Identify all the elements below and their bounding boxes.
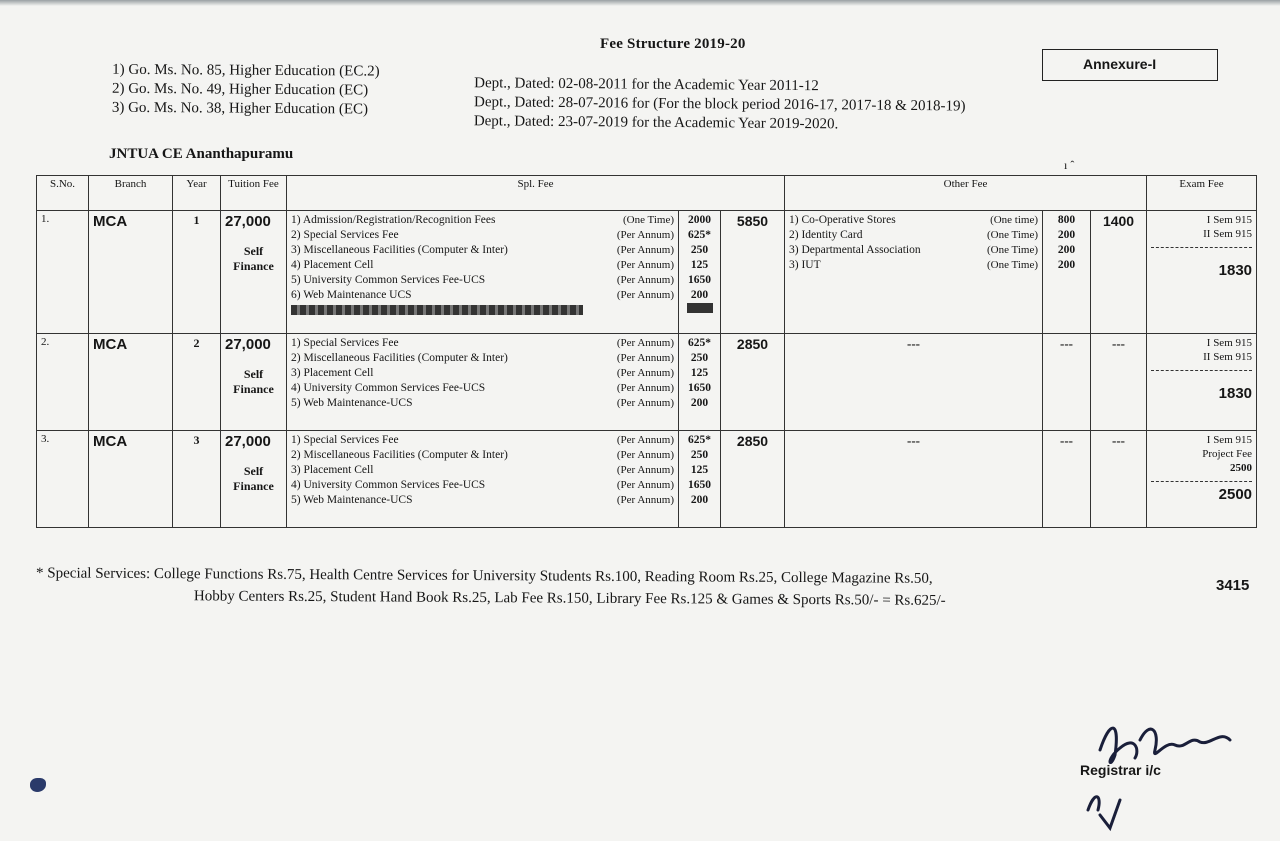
exam-fee-cell: I Sem 915 II Sem 915 1830 xyxy=(1147,334,1257,431)
row-sno: 3. xyxy=(37,431,89,528)
other-item: 3) Departmental Association (One Time) xyxy=(789,244,1039,256)
spl-fee-amounts: 625* 250 125 1650 200 xyxy=(679,431,721,528)
redacted-amount xyxy=(683,303,716,318)
spl-item: 2) Miscellaneous Facilities (Computer & Inter) (Per Annum) xyxy=(291,449,674,461)
other-fee-items xyxy=(785,211,1043,334)
footnote-line-2: Hobby Centers Rs.25, Student Hand Book Rs.25, Lab Fee Rs.150, Library Fee Rs.125 & Games & Sports Rs.50/- = Rs.625/- xyxy=(193,588,946,609)
table-header-row xyxy=(37,176,1257,211)
other-fee-items: --- xyxy=(785,334,1043,431)
spl-fee-amounts: 2000 625* 250 125 1650 200 xyxy=(679,211,721,334)
row-branch: MCA xyxy=(89,431,173,528)
other-item: 1) Co-Operative Stores (One time) xyxy=(789,214,1039,226)
go-orders-right xyxy=(474,74,1114,137)
row-year: 2 xyxy=(173,334,221,431)
other-item: 3) IUT (One Time) xyxy=(789,259,1039,271)
spl-item: 2) Special Services Fee (Per Annum) xyxy=(291,229,674,241)
spl-item: 4) University Common Services Fee-UCS (Per Annum) xyxy=(291,382,674,394)
row-year: 3 xyxy=(173,431,221,528)
row-tuition xyxy=(221,431,287,528)
ink-mark xyxy=(30,778,46,792)
spl-fee-total: 2850 xyxy=(721,334,785,431)
exam-fee-total: 1830 xyxy=(1218,262,1253,279)
row-sno: 1. xyxy=(37,211,89,334)
other-fee-total: --- xyxy=(1091,334,1147,431)
other-item: 2) Identity Card (One Time) xyxy=(789,229,1039,241)
spl-item: 5) University Common Services Fee-UCS (Per Annum) xyxy=(291,274,674,286)
spl-fee-total: 2850 xyxy=(721,431,785,528)
tuition-amount: 27,000 xyxy=(225,213,271,230)
header-sno: S.No. xyxy=(37,176,89,211)
exam-fee-total: 2500 xyxy=(1218,486,1253,503)
table-row xyxy=(37,431,1257,528)
spl-fee-amounts: 625* 250 125 1650 200 xyxy=(679,334,721,431)
redacted-line xyxy=(291,303,674,320)
spl-fee-items xyxy=(287,334,679,431)
document-title: Fee Structure 2019-20 xyxy=(600,36,746,52)
row-tuition xyxy=(221,211,287,334)
header-other-fee: Other Fee xyxy=(785,176,1147,211)
spl-item: 3) Miscellaneous Facilities (Computer & Inter) (Per Annum) xyxy=(291,244,674,256)
table-row xyxy=(37,334,1257,431)
exam-fee-cell: I Sem 915 Project Fee 2500 2500 xyxy=(1147,431,1257,528)
spl-item: 3) Placement Cell (Per Annum) xyxy=(291,464,674,476)
annexure-box: Annexure-I xyxy=(1042,49,1218,81)
other-fee-total: 1400 xyxy=(1091,211,1147,334)
footnote-line-1: * Special Services: College Functions Rs.75, Health Centre Services for University Students Rs.100, Reading Room Rs.25, College Magazine Rs.50, xyxy=(36,565,933,587)
table-row xyxy=(37,211,1257,334)
spl-item: 6) Web Maintenance UCS (Per Annum) xyxy=(291,289,674,301)
go-order-1-left: 1) Go. Ms. No. 85, Higher Education (EC.2) xyxy=(112,61,380,80)
other-fee-total: --- xyxy=(1091,431,1147,528)
row-sno: 2. xyxy=(37,334,89,431)
go-order-1-right: Dept., Dated: 02-08-2011 for the Academic Year 2011-12 xyxy=(474,75,819,95)
stray-marks: ı ˆ xyxy=(1064,158,1075,172)
special-services-footnote xyxy=(36,562,1236,613)
grand-total: 3415 xyxy=(1216,577,1250,594)
header-tuition: Tuition Fee xyxy=(221,176,287,211)
spl-item: 1) Admission/Registration/Recognition Fees (One Time) xyxy=(291,214,674,226)
go-order-2-right: Dept., Dated: 28-07-2016 for (For the block period 2016-17, 2017-18 & 2018-19) xyxy=(473,94,966,115)
spl-item: 5) Web Maintenance-UCS (Per Annum) xyxy=(291,494,674,506)
go-order-2-left: 2) Go. Ms. No. 49, Higher Education (EC) xyxy=(111,80,369,99)
fee-table xyxy=(36,175,1257,528)
row-year: 1 xyxy=(173,211,221,334)
spl-fee-items xyxy=(287,211,679,334)
go-orders-left xyxy=(112,61,472,121)
row-branch: MCA xyxy=(89,334,173,431)
spl-item: 3) Placement Cell (Per Annum) xyxy=(291,367,674,379)
tuition-type: Self Finance xyxy=(233,367,274,396)
header-spl-fee: Spl. Fee xyxy=(287,176,785,211)
row-tuition xyxy=(221,334,287,431)
spl-item: 5) Web Maintenance-UCS (Per Annum) xyxy=(291,397,674,409)
tuition-type: Self Finance xyxy=(233,464,274,493)
tuition-type: Self Finance xyxy=(233,244,274,273)
spl-item: 2) Miscellaneous Facilities (Computer & Inter) (Per Annum) xyxy=(291,352,674,364)
exam-fee-total: 1830 xyxy=(1218,385,1253,402)
other-fee-items: --- xyxy=(785,431,1043,528)
college-name: JNTUA CE Ananthapuramu xyxy=(109,146,294,162)
header-branch: Branch xyxy=(89,176,173,211)
spl-item: 4) University Common Services Fee-UCS (Per Annum) xyxy=(291,479,674,491)
spl-item: 1) Special Services Fee (Per Annum) xyxy=(291,434,674,446)
other-fee-amounts: --- xyxy=(1043,334,1091,431)
spl-fee-total: 5850 xyxy=(721,211,785,334)
spl-item: 4) Placement Cell (Per Annum) xyxy=(291,259,674,271)
go-order-3-right: Dept., Dated: 23-07-2019 for the Academic Year 2019-2020. xyxy=(473,113,839,133)
spl-item: 1) Special Services Fee (Per Annum) xyxy=(291,337,674,349)
page-shadow xyxy=(0,0,1280,6)
other-fee-amounts: --- xyxy=(1043,431,1091,528)
row-branch: MCA xyxy=(89,211,173,334)
header-year: Year xyxy=(173,176,221,211)
other-fee-amounts: 800 200 200 200 xyxy=(1043,211,1091,334)
tuition-amount: 27,000 xyxy=(225,336,271,353)
go-order-3-left: 3) Go. Ms. No. 38, Higher Education (EC) xyxy=(111,99,369,118)
spl-fee-items xyxy=(287,431,679,528)
signatory-title: Registrar i/c xyxy=(1080,762,1161,778)
header-exam-fee: Exam Fee xyxy=(1147,176,1257,211)
exam-fee-cell: I Sem 915 II Sem 915 1830 xyxy=(1147,211,1257,334)
tuition-amount: 27,000 xyxy=(225,433,271,450)
